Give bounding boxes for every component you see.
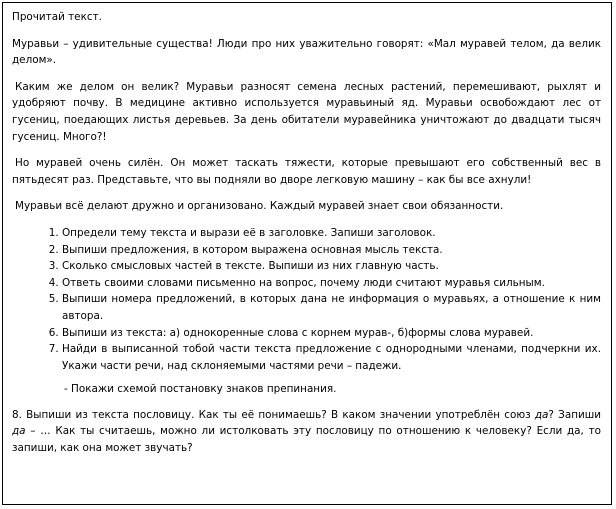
task-item-5: 5. Выпиши номера предложений, в которых дана не информация о муравьях, а отношение к ним автора. [62, 291, 601, 324]
worksheet-frame [2, 2, 612, 505]
task-8-conjunction-1: да [534, 408, 549, 421]
task-item-1: 1. Определи тему текста и вырази её в заголовке. Запиши заголовок. [62, 225, 601, 242]
task-item-7: 7. Найди в выписанной тобой части текста предложение с однородными членами, подчеркни их. Укажи части речи, над склоняемыми частями речи – падежи. [62, 341, 601, 374]
instruction-heading: Прочитай текст. [12, 11, 102, 23]
task-item-3: 3. Сколько смысловых частей в тексте. Выпиши из них главную часть. [62, 258, 601, 275]
task-8-text-part-1: 8. Выпиши из текста пословицу. Как ты её понимаешь? В каком значении употреблён союз [12, 408, 535, 421]
task-item-6: 6. Выпиши из текста: а) однокоренные слова с корнем мурав-, б)формы слова муравей. [62, 325, 601, 342]
task-8-text-part-3: – … Как ты считаешь, можно ли истолковать эту пословицу по отношению к человеку? Если да, то запиши, как она может звучать? [12, 425, 601, 455]
task-item-4: 4. Ответь своими словами письменно на вопрос, почему люди считают муравья сильным. [62, 275, 601, 292]
text-paragraph-2: Каким же делом он велик? Муравьи разносят семена лесных растений, перемешивают, рыхлят и удобряют почву. В медицине активно используется муравьиный яд. Муравьи освобождают лес от гусениц, поедающих листья деревьев. За день обитатели муравейника уничтожают до двадцати тысяч гусениц. Много?! [12, 80, 601, 143]
text-paragraph-1: Муравьи – удивительные существа! Люди про них уважительно говорят: «Мал муравей телом, да велик делом». [12, 37, 601, 67]
task-list [12, 225, 601, 374]
task-item-2: 2. Выпиши предложения, в котором выражена основная мысль текста. [62, 242, 601, 259]
text-paragraph-3: Но муравей очень силён. Он может таскать тяжести, которые превышают его собственный вес в пятьдесят раз. Представьте, что вы подняли во дворе легковую машину – как бы все ахнули! [12, 157, 601, 186]
task-7-note: - Покажи схемой постановку знаков препинания. [64, 383, 337, 396]
task-8-text-part-2: ? Запиши [548, 408, 602, 421]
task-item-8 [12, 407, 601, 457]
text-paragraph-4: Муравьи всё делают дружно и организовано. Каждый муравей знает свои обязанности. [15, 200, 504, 213]
task-8-conjunction-2: да [12, 425, 26, 438]
